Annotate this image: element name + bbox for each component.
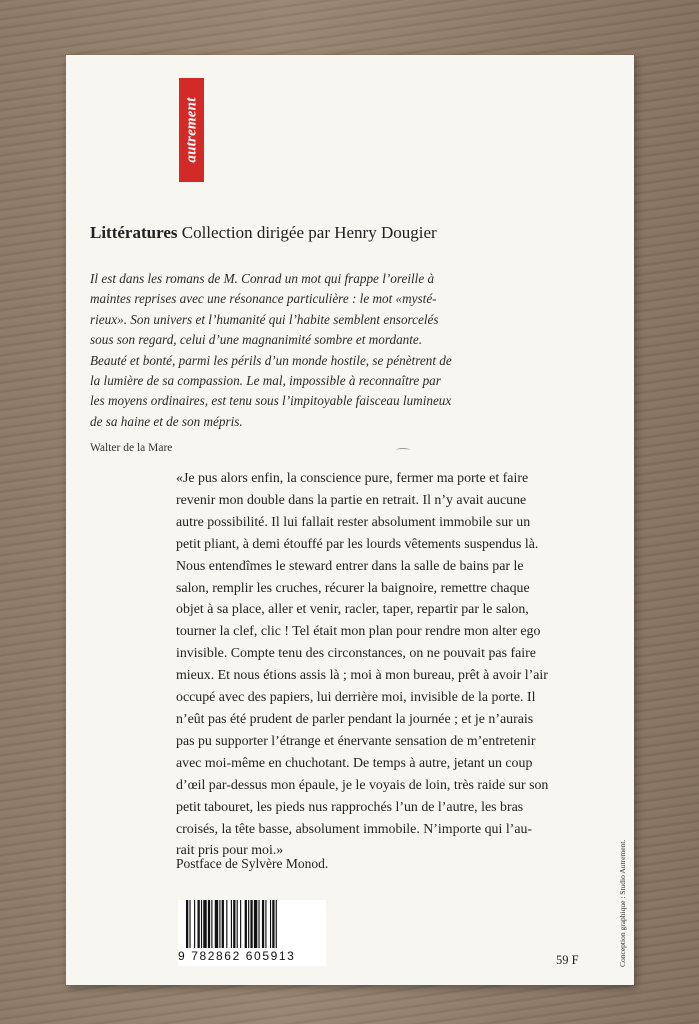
- series-name: Littératures: [90, 223, 178, 242]
- excerpt-line: autre possibilité. Il lui fallait rester absolument immobile sur un: [176, 514, 531, 530]
- barcode-bars: [184, 900, 320, 950]
- excerpt-line: «Je pus alors enfin, la conscience pure, fermer ma porte et faire: [176, 471, 529, 486]
- quote-line: Beauté et bonté, parmi les périls d’un monde hostile, se pénètrent de: [90, 352, 452, 368]
- quote-line: Il est dans les romans de M. Conrad un mot qui frappe l’oreille à: [90, 271, 435, 286]
- excerpt-line: objet à sa place, aller et venir, racler, taper, repartir par le salon,: [176, 602, 529, 618]
- excerpt-line: petit pliant, à demi étouffé par les lourds vêtements suspendus là.: [176, 536, 539, 552]
- quote-line: la lumière de sa compassion. Le mal, impossible à reconnaître par: [90, 373, 441, 389]
- barcode-bar: [276, 900, 277, 948]
- barcode-bar: [245, 900, 247, 948]
- barcode-bar: [211, 900, 212, 948]
- excerpt-line: n’eût pas été prudent de parler pendant la journée ; et je n’aurais: [176, 711, 534, 727]
- barcode-bar: [194, 900, 195, 948]
- quote-line: rieux». Son univers et l’humanité qui l’habite semblent ensorcelés: [90, 311, 439, 327]
- excerpt-line: revenir mon double dans la partie en retrait. Il n’y avait aucune: [176, 492, 527, 508]
- barcode: [178, 900, 326, 966]
- barcode-bar: [201, 900, 202, 948]
- barcode-bar: [262, 900, 264, 948]
- excerpt-line: occupé avec des papiers, lui derrière moi, invisible de la porte. Il: [176, 690, 536, 706]
- quote-line: maintes reprises avec une résonance particulière : le mot «mysté-: [90, 291, 437, 307]
- barcode-bar: [198, 900, 200, 948]
- barcode-bar: [240, 900, 241, 948]
- excerpt-line: d’œil par-dessus mon épaule, je le voyais de loin, très raide sur son: [176, 777, 549, 793]
- barcode-bar: [226, 900, 227, 948]
- excerpt-line: croisés, la tête basse, absolument immobile. N’importe qui l’au-: [176, 821, 533, 837]
- barcode-digits: 9 782862 605913: [178, 949, 296, 963]
- collection-line: [90, 223, 590, 243]
- barcode-bar: [219, 900, 220, 948]
- barcode-bar: [254, 900, 257, 948]
- excerpt-line: Nous entendîmes le steward entrer dans la salle de bains par le: [176, 558, 524, 574]
- quote-line: de sa haine et de son mépris.: [90, 413, 243, 429]
- excerpt-line: petit tabouret, les pieds nus rapprochés l’un de l’autre, les bras: [176, 799, 524, 815]
- publisher-logo-text: autrement: [183, 97, 199, 163]
- excerpt-line: salon, remplir les cruches, récurer la baignoire, remettre chaque: [176, 580, 530, 596]
- barcode-bar: [250, 900, 252, 948]
- collection-director: Collection dirigée par Henry Dougier: [181, 223, 437, 242]
- barcode-bar: [265, 900, 266, 948]
- book-excerpt: [176, 468, 598, 862]
- quote-line: les moyens ordinaires, est tenu sous l’impitoyable faisceau lumineux: [90, 393, 452, 409]
- publisher-logo: [179, 78, 204, 182]
- barcode-bar: [203, 900, 206, 948]
- excerpt-line: avec moi-même en chuchotant. De temps à autre, jetant un coup: [176, 755, 533, 771]
- quote-line: sous son regard, celui d’une magnanimité sombre et mordante.: [90, 332, 423, 348]
- barcode-bar: [237, 900, 238, 948]
- critic-quote: [90, 269, 514, 432]
- barcode-bar: [270, 900, 271, 948]
- barcode-bar: [215, 900, 218, 948]
- excerpt-line: tourner la clef, clic ! Tel était mon plan pour rendre mon alter ego: [176, 624, 541, 640]
- price: 59 F: [556, 953, 579, 967]
- barcode-bar: [248, 900, 249, 948]
- excerpt-line: invisible. Compte tenu des circonstances, on ne pouvait pas faire: [176, 646, 536, 662]
- barcode-bar: [189, 900, 190, 948]
- quote-author: Walter de la Mare: [90, 442, 173, 454]
- design-credits: Conception graphique : Studio Autrement.: [618, 839, 627, 967]
- excerpt-line: rait pris pour moi.»: [176, 843, 284, 859]
- barcode-bar: [222, 900, 224, 948]
- excerpt-line: pas pu supporter l’étrange et énervante sensation de m’entretenir: [176, 733, 536, 749]
- barcode-bar: [208, 900, 210, 948]
- postface-credit: Postface de Sylvère Monod.: [176, 856, 329, 871]
- excerpt-line: mieux. Et nous étions assis là ; moi à mon bureau, prêt à avoir l’air: [176, 668, 548, 684]
- barcode-bar: [233, 900, 235, 948]
- barcode-bar: [186, 900, 188, 948]
- barcode-bar: [272, 900, 274, 948]
- barcode-bar: [231, 900, 232, 948]
- page-mark: [396, 448, 410, 452]
- barcode-bar: [258, 900, 259, 948]
- book-back-cover: [66, 55, 634, 985]
